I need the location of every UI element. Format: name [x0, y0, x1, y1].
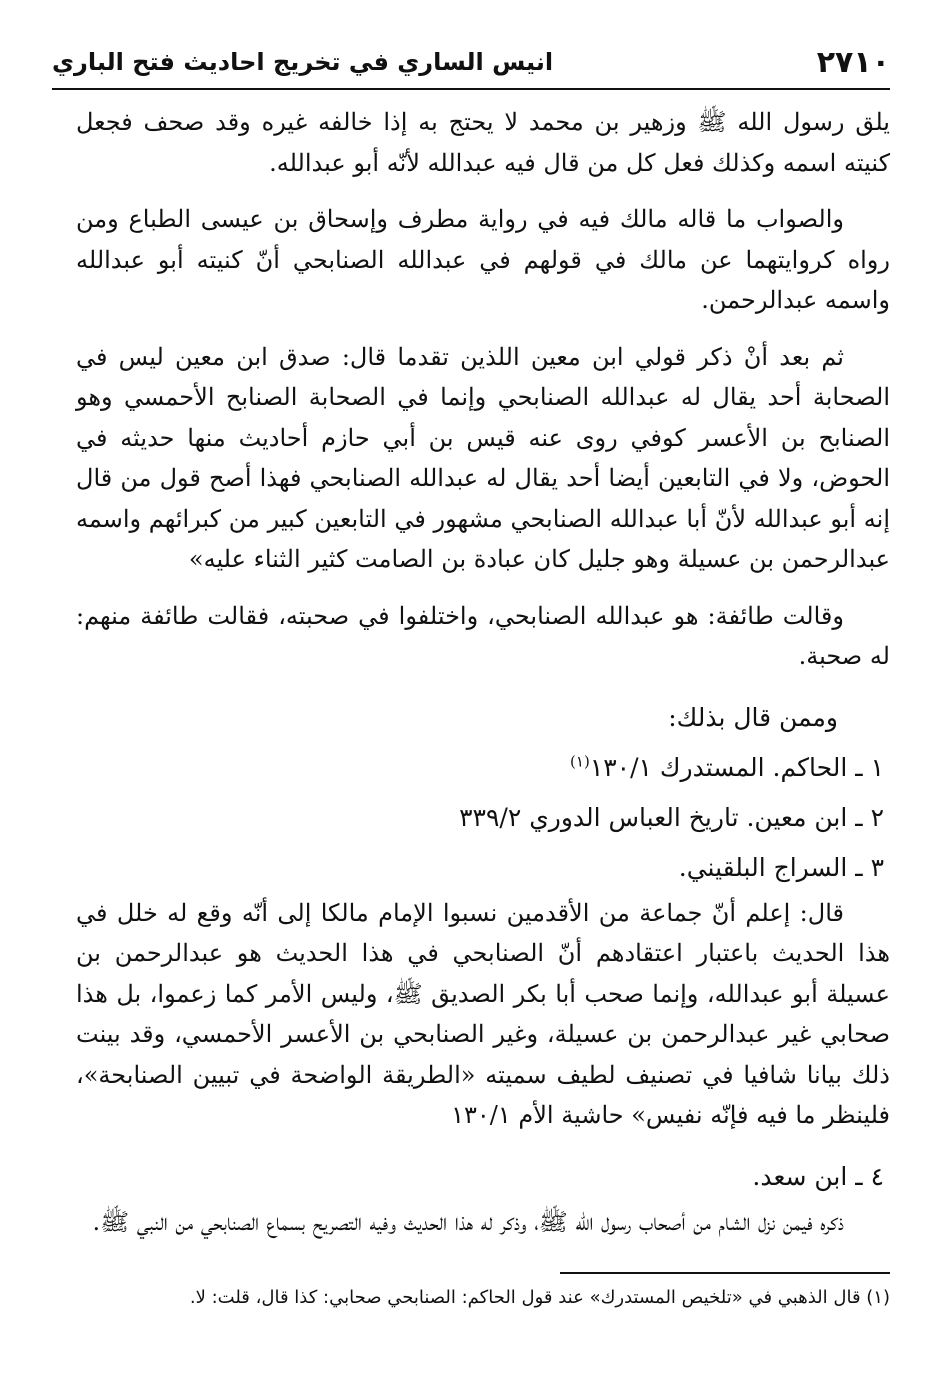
page-number: ٢٧١٠ [816, 44, 890, 80]
footnote-marker: (١) [570, 752, 590, 771]
list-item-3: ٣ ـ السراج البلقيني. [678, 852, 884, 882]
main-text [76, 102, 890, 1258]
header-rule [52, 88, 890, 90]
paragraph-4: وقالت طائفة: هو عبدالله الصنابحي، واختلفوا في صحبته، فقالت طائفة منهم: له صحبة. [76, 601, 890, 670]
paragraph-3: ثم بعد أنْ ذكر قولي ابن معين اللذين تقدما قال: صدق ابن معين ليس في الصحابة أحد يقال له عبدالله الصنابحي وإنما في الصحابة الصنابح الأحمسي وهو الصنابح بن الأعسر كوفي روى عنه قيس بن أبي حازم أحاديث منها حديثه في الحوض، ولا في التابعين أيضا أحد يقال له عبدالله الصنابحي فهذا أصح قول من قال إنه أبو عبدالله لأنّ أبا عبدالله الصنابحي مشهور في التابعين كبير من كبرائهم واسمه عبدالرحمن بن عسيلة وهو جليل كان عبادة بن الصامت كثير الثناء عليه» [76, 342, 890, 573]
footnote: (١) قال الذهبي في «تلخيص المستدرك» عند قول الحاكم: الصنابحي صحابي: كذا قال، قلت: لا. [189, 1287, 890, 1308]
paragraph-ibn-saad: ذكره فيمن نزل الشام من أصحاب رسول الله ﷺ، وذكر له هذا الحديث وفيه التصريح بسماع الصنابحي من النبي ﷺ. [92, 1207, 844, 1236]
paragraph-1: يلق رسول الله ﷺ وزهير بن محمد لا يحتج به إذا خالفه غيره وقد صحف فجعل كنيته اسمه وكذلك فعل كل من قال فيه عبدالله لأنّه أبو عبدالله. [76, 108, 890, 177]
list-item-1-text: ١ ـ الحاكم. المستدرك ١٣٠/١ [589, 752, 884, 782]
list-intro: وممن قال بذلك: [668, 702, 838, 732]
list-item-4: ٤ ـ ابن سعد. [752, 1161, 884, 1191]
page-header [52, 38, 890, 86]
paragraph-bulqini: قال: إعلم أنّ جماعة من الأقدمين نسبوا الإمام مالكا إلى أنّه وقع له خلل في هذا الحديث باعتبار اعتقادهم أنّ الصنابحي في هذا الحديث هو عبدالرحمن بن عسيلة أبو عبدالله، وإنما صحب أبا بكر الصديق ﷺ، وليس الأمر كما زعموا، بل هذا صحابي غير عبدالرحمن بن عسيلة، وغير الصنابحي بن الأعسر الأحمسي، وقد بينت ذلك بيانا شافيا في تصنيف لطيف سميته «الطريقة الواضحة في تبيين الصنابحة»، فلينظر ما فيه فإنّه نفيس» حاشية الأم ١٣٠/١ [76, 898, 890, 1129]
paragraph-2: والصواب ما قاله مالك فيه في رواية مطرف وإسحاق بن عيسى الطباع ومن رواه كروايتهما عن مالك في قولهم في عبدالله الصنابحي أنّ كنيته أبو عبدالله واسمه عبدالرحمن. [76, 205, 890, 314]
running-title: انيس الساري في تخريج احاديث فتح الباري [52, 48, 554, 76]
list-item-1 [76, 743, 890, 793]
list-item-2: ٢ ـ ابن معين. تاريخ العباس الدوري ٣٣٩/٢ [459, 802, 884, 832]
footnote-rule [560, 1272, 890, 1274]
